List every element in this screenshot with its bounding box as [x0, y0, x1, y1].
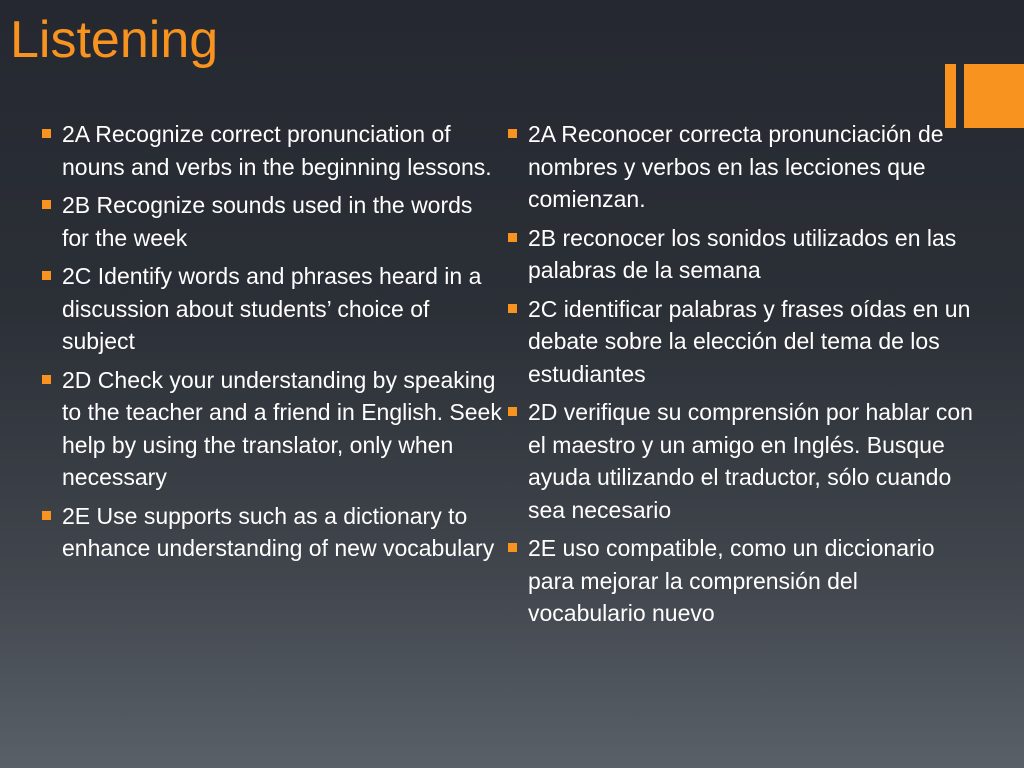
list-item-text: 2E Use supports such as a dictionary to enhance understanding of new vocabulary — [62, 502, 495, 561]
list-item-text: 2B reconocer los sonidos utilizados en las palabras de la semana — [528, 224, 957, 283]
square-bullet-icon — [42, 129, 51, 138]
spanish-objectives-list — [508, 118, 978, 636]
square-bullet-icon — [508, 304, 517, 313]
list-item-text: 2E uso compatible, como un diccionario para mejorar la comprensión del vocabulario nuevo — [528, 535, 935, 626]
list-item — [42, 118, 504, 183]
square-bullet-icon — [42, 271, 51, 280]
square-bullet-icon — [508, 233, 517, 242]
list-item-text: 2B Recognize sounds used in the words for the week — [62, 192, 473, 251]
list-item — [508, 293, 978, 391]
square-bullet-icon — [42, 200, 51, 209]
list-item — [42, 189, 504, 254]
square-bullet-icon — [508, 407, 517, 416]
list-item — [508, 222, 978, 287]
english-objectives-list — [42, 118, 504, 571]
slide-title: Listening — [10, 11, 219, 69]
list-item-text: 2D verifique su comprensión por hablar con el maestro y un amigo en Inglés. Busque ayuda utilizando el traductor, sólo cuando sea necesario — [528, 399, 973, 523]
list-item — [508, 532, 978, 630]
square-bullet-icon — [508, 543, 517, 552]
list-item — [42, 500, 504, 565]
list-item — [508, 396, 978, 526]
list-item — [508, 118, 978, 216]
square-bullet-icon — [42, 511, 51, 520]
list-item-text: 2A Reconocer correcta pronunciación de nombres y verbos en las lecciones que comienzan. — [528, 121, 944, 212]
list-item — [42, 364, 504, 494]
list-item-text: 2C identificar palabras y frases oídas en un debate sobre la elección del tema de los estudiantes — [528, 295, 971, 387]
list-item-text: 2D Check your understanding by speaking to the teacher and a friend in English. Seek help by using the translator, only when necessary — [62, 366, 502, 490]
list-item-text: 2A Recognize correct pronunciation of nouns and verbs in the beginning lessons. — [62, 121, 492, 180]
list-item-text: 2C Identify words and phrases heard in a discussion about students’ choice of subject — [62, 263, 482, 354]
square-bullet-icon — [42, 375, 51, 384]
list-item — [42, 260, 504, 358]
square-bullet-icon — [508, 129, 517, 138]
